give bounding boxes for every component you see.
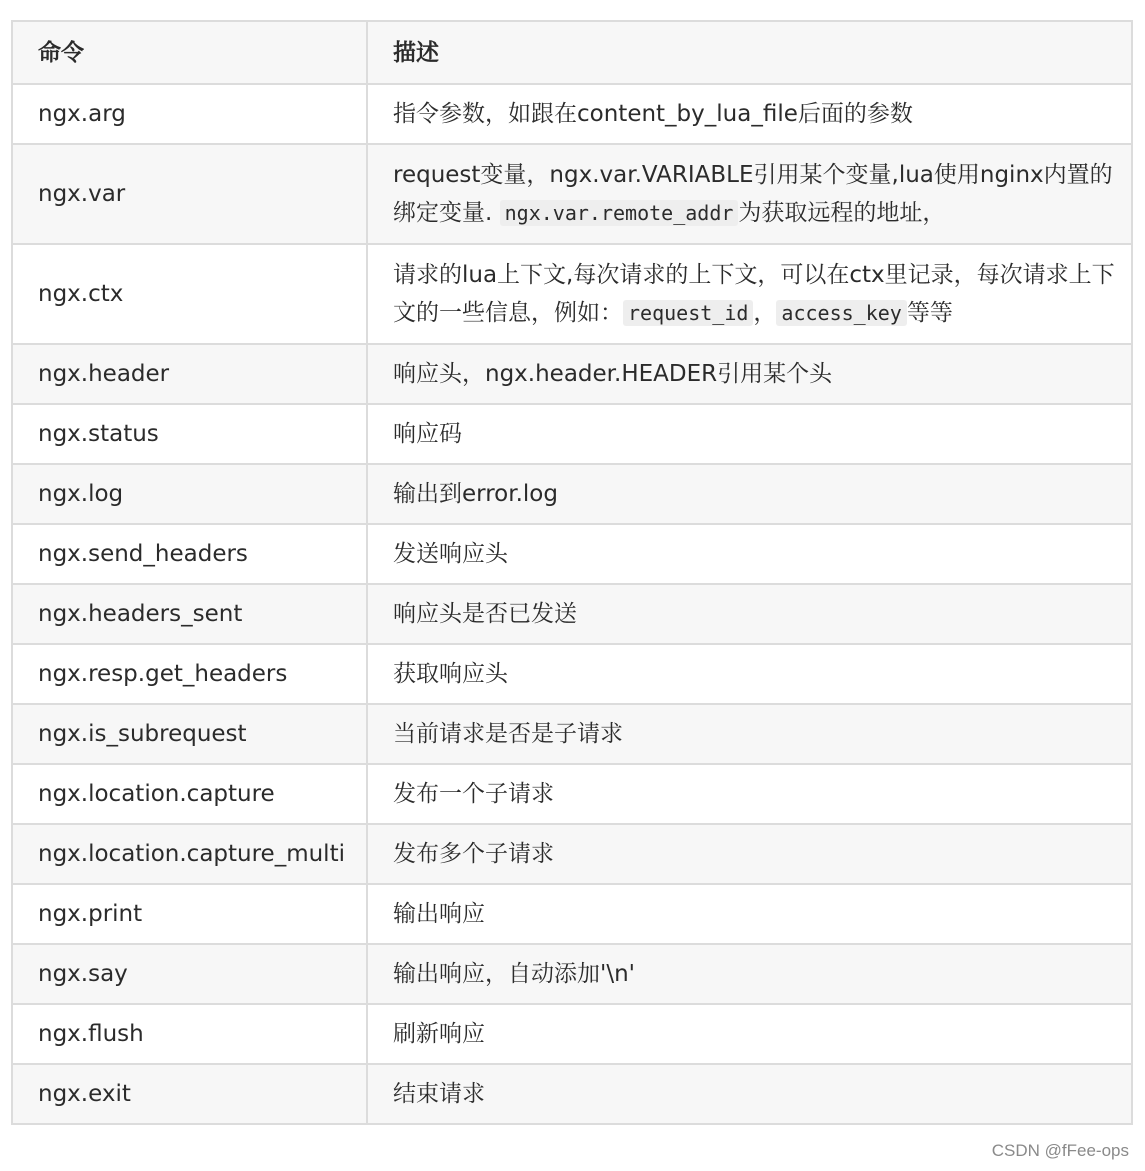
csdn-watermark: CSDN @fFee-ops (991, 1141, 1129, 1160)
inline-code: access_key (776, 300, 906, 326)
description-cell: 发布一个子请求 (367, 764, 1132, 824)
command-cell: ngx.flush (12, 1004, 367, 1064)
table-row (12, 704, 1132, 764)
description-cell: 输出到error.log (367, 464, 1132, 524)
description-text: request变量，ngx.var.VARIABLE引用某个变量,lua使用nginx内置的绑定变量. (393, 162, 1113, 226)
table-row (12, 244, 1132, 344)
table-row (12, 144, 1132, 244)
table-row (12, 524, 1132, 584)
command-cell: ngx.arg (12, 84, 367, 144)
description-cell: 发布多个子请求 (367, 824, 1132, 884)
command-cell: ngx.location.capture (12, 764, 367, 824)
command-table (11, 20, 1133, 1125)
command-cell: ngx.resp.get_headers (12, 644, 367, 704)
table-row (12, 884, 1132, 944)
command-cell: ngx.say (12, 944, 367, 1004)
table-row (12, 764, 1132, 824)
table-row (12, 584, 1132, 644)
description-cell: 刷新响应 (367, 1004, 1132, 1064)
command-cell: ngx.header (12, 344, 367, 404)
table-row (12, 404, 1132, 464)
table-row (12, 944, 1132, 1004)
command-cell: ngx.print (12, 884, 367, 944)
command-cell: ngx.is_subrequest (12, 704, 367, 764)
description-text: 等等 (906, 300, 953, 326)
description-cell: 结束请求 (367, 1064, 1132, 1124)
table-row (12, 1004, 1132, 1064)
command-cell: ngx.location.capture_multi (12, 824, 367, 884)
column-header-description: 描述 (367, 21, 1132, 84)
column-header-command: 命令 (12, 21, 367, 84)
table-row (12, 464, 1132, 524)
command-cell: ngx.send_headers (12, 524, 367, 584)
table-row (12, 344, 1132, 404)
description-cell: 响应头，ngx.header.HEADER引用某个头 (367, 344, 1132, 404)
description-cell: 获取响应头 (367, 644, 1132, 704)
inline-code: ngx.var.remote_addr (500, 200, 739, 226)
table-header-row (12, 21, 1132, 84)
command-cell: ngx.var (12, 144, 367, 244)
inline-code: request_id (623, 300, 753, 326)
command-cell: ngx.log (12, 464, 367, 524)
table-row (12, 84, 1132, 144)
description-cell (367, 144, 1132, 244)
description-cell: 响应头是否已发送 (367, 584, 1132, 644)
table-row (12, 644, 1132, 704)
command-cell: ngx.exit (12, 1064, 367, 1124)
description-cell: 响应码 (367, 404, 1132, 464)
description-cell: 输出响应 (367, 884, 1132, 944)
command-cell: ngx.headers_sent (12, 584, 367, 644)
separator-text: ， (753, 300, 777, 326)
command-cell: ngx.status (12, 404, 367, 464)
description-cell (367, 244, 1132, 344)
description-cell: 输出响应，自动添加'\n' (367, 944, 1132, 1004)
description-cell: 当前请求是否是子请求 (367, 704, 1132, 764)
description-cell: 指令参数，如跟在content_by_lua_file后面的参数 (367, 84, 1132, 144)
description-text: 请求的lua上下文,每次请求的上下文，可以在ctx里记录，每次请求上下文的一些信息，例如： (393, 262, 1115, 326)
description-cell: 发送响应头 (367, 524, 1132, 584)
table-row (12, 824, 1132, 884)
table-row (12, 1064, 1132, 1124)
description-text: 为获取远程的地址， (738, 200, 946, 226)
command-cell: ngx.ctx (12, 244, 367, 344)
